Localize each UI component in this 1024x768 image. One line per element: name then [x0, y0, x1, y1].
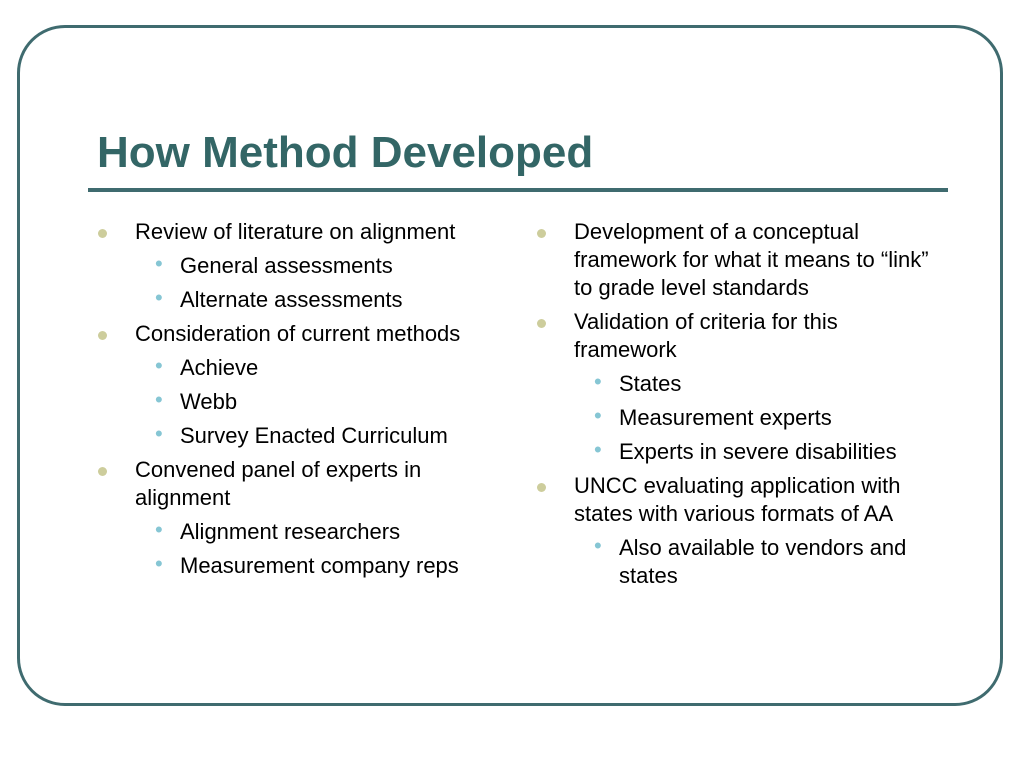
bullet-text: Validation of criteria for this framework [574, 309, 838, 362]
sub-bullet-text: Webb [180, 389, 238, 414]
left-bullet-list [96, 218, 506, 586]
bullet-dot-icon [98, 229, 107, 238]
sub-bullet-item [135, 518, 506, 546]
sub-bullet-text: States [619, 371, 682, 396]
sub-bullet-text: Measurement company reps [180, 553, 459, 578]
bullet-dot-icon [537, 319, 546, 328]
bullet-dot-icon [98, 331, 107, 340]
sub-bullet-text: Measurement experts [619, 405, 832, 430]
sub-bullet-dot-icon: • [594, 369, 602, 394]
sub-bullet-item [574, 404, 935, 432]
sub-bullet-dot-icon: • [155, 285, 163, 310]
sub-bullet-text: Experts in severe disabilities [619, 439, 897, 464]
bullet-text: Convened panel of experts in alignment [135, 457, 422, 510]
sub-bullet-dot-icon: • [155, 387, 163, 412]
sub-bullet-text: General assessments [180, 253, 393, 278]
sub-bullet-list [574, 370, 935, 466]
sub-bullet-dot-icon: • [155, 517, 163, 542]
bullet-dot-icon [537, 229, 546, 238]
sub-bullet-item [574, 534, 935, 590]
sub-bullet-dot-icon: • [155, 551, 163, 576]
sub-bullet-item [574, 438, 935, 466]
sub-bullet-dot-icon: • [594, 533, 602, 558]
bullet-dot-icon [537, 483, 546, 492]
sub-bullet-dot-icon: • [155, 421, 163, 446]
sub-bullet-text: Survey Enacted Curriculum [180, 423, 448, 448]
title-underline [88, 188, 948, 192]
bullet-item [96, 218, 506, 314]
slide-title: How Method Developed [97, 128, 594, 177]
sub-bullet-text: Alignment researchers [180, 519, 401, 544]
bullet-text: Review of literature on alignment [135, 219, 456, 244]
sub-bullet-item [574, 370, 935, 398]
bullet-text: Consideration of current methods [135, 321, 461, 346]
bullet-item [96, 320, 506, 450]
sub-bullet-dot-icon: • [594, 403, 602, 428]
sub-bullet-text: Alternate assessments [180, 287, 403, 312]
sub-bullet-dot-icon: • [155, 353, 163, 378]
sub-bullet-item [135, 422, 506, 450]
sub-bullet-list [135, 252, 506, 314]
sub-bullet-list [135, 354, 506, 450]
sub-bullet-item [135, 252, 506, 280]
bullet-text: Development of a conceptual framework for what it means to “link” to grade level standards [574, 219, 929, 300]
sub-bullet-item [135, 388, 506, 416]
sub-bullet-item [135, 552, 506, 580]
bullet-text: UNCC evaluating application with states with various formats of AA [574, 473, 901, 526]
bullet-item [535, 472, 935, 590]
sub-bullet-list [574, 534, 935, 590]
bullet-item [96, 456, 506, 580]
sub-bullet-item [135, 354, 506, 382]
sub-bullet-text: Also available to vendors and states [619, 535, 907, 588]
sub-bullet-dot-icon: • [155, 251, 163, 276]
sub-bullet-text: Achieve [180, 355, 259, 380]
bullet-item [535, 308, 935, 466]
bullet-dot-icon [98, 467, 107, 476]
sub-bullet-item [135, 286, 506, 314]
bullet-item [535, 218, 935, 302]
sub-bullet-list [135, 518, 506, 580]
sub-bullet-dot-icon: • [594, 437, 602, 462]
right-bullet-list [535, 218, 935, 596]
